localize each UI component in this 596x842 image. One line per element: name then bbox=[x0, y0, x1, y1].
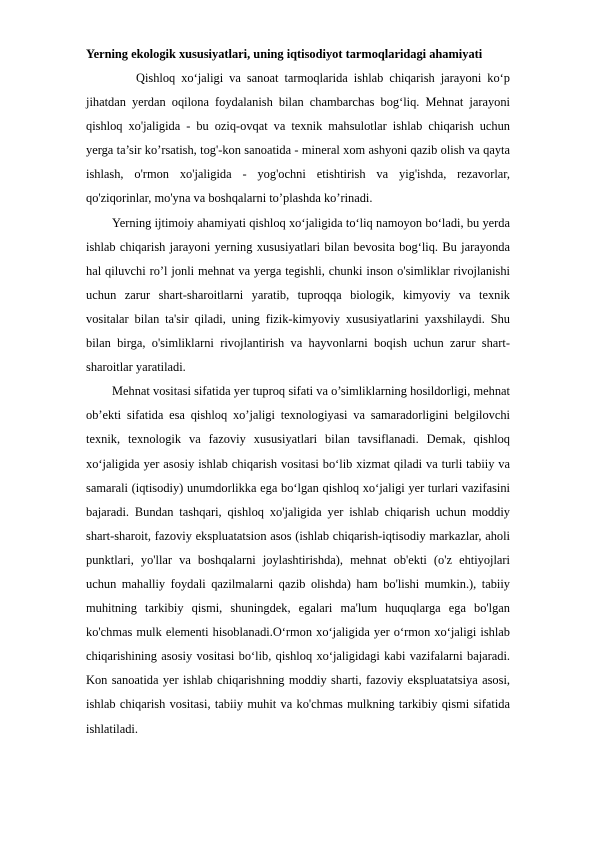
paragraph-land-use-production: Qishloq xo‘jaligi va sanoat tarmoqlarida ishlab chiqarish jarayoni ko‘p jihatdan yerdan oqilona foydalanish bilan chambarchas bog‘liq. Mehnat jarayoni qishloq xo'jaligida - bu oziq-ovqat va texnik mahsulotlar ishlab chiqarish uchun yerga ta’sir ko’rsatish, tog'-kon sanoatida - mineral xom ashyoni qazib olish va qayta ishlash, o'rmon xo'jaligida - yog'ochni etishtirish va yig'ishda, rezavorlar, qo'ziqorinlar, mo'yna va boshqalarni to’plashda ko’rinadi. bbox=[86, 71, 510, 206]
document-title: Yerning ekologik xususiyatlari, uning iqtisodiyot tarmoqlaridagi ahamiyati bbox=[86, 47, 483, 61]
document-page bbox=[86, 46, 510, 741]
paragraph-means-of-labor: Mehnat vositasi sifatida yer tuproq sifati va o’simliklarning hosildorligi, mehnat ob’ekti sifatida esa qishloq xo’jaligi texnologiyasi va samaradorligini belgilovchi texnik, texnologik va fazoviy xususiyatlari bilan tavsiflanadi. Demak, qishloq xo‘jaligida yer asosiy ishlab chiqarish vositasi bo‘lib xizmat qiladi va turli tabiiy va samarali (iqtisodiy) unumdorlikka ega bo‘lgan qishloq xo‘jaligi yer turlari vazifasini bajaradi. Bundan tashqari, qishloq xo'jaligida yer ishlab chiqarish uchun moddiy shart-sharoit, fazoviy ekspluatatsion asos (ishlab chiqarish-iqtisodiy markazlar, aholi punktlari, yo'llar va boshqalarni joylashtirishda), mehnat ob'ekti (o'z ehtiyojlari uchun mahalliy foydali qazilmalarni qazib olishda) ham bo'lishi mumkin.), tabiiy muhitning tarkibiy qismi, shuningdek, egalari ma'lum huquqlarga ega bo'lgan ko'chmas mulk elementi hisoblanadi.O‘rmon xo‘jaligida yer o‘rmon xo‘jaligi ishlab chiqarishining asosiy vositasi bo‘lib, qishloq xo‘jaligidagi kabi vazifalarni bajaradi. Kon sanoatida yer ishlab chiqarishning moddiy sharti, fazoviy ekspluatatsiya asosi, ishlab chiqarish vositasi, tabiiy muhit va ko'chmas mulkning tarkibiy qismi sifatida ishlatiladi. bbox=[86, 384, 510, 736]
paragraph-social-significance: Yerning ijtimoiy ahamiyati qishloq xo‘jaligida to‘liq namoyon bo‘ladi, bu yerda ishlab chiqarish jarayoni yerning xususiyatlari bilan bevosita bog‘liq. Bu jarayonda hal qiluvchi ro’l jonli mehnat va yerga tegishli, chunki inson o'simliklar rivojlanishi uchun zarur shart-sharoitlarni yaratib, tuproqqa biologik, kimyoviy va texnik vositalar bilan ta'sir qiladi, uning fizik-kimyoviy xususiyatlarini yaxshilaydi. Shu bilan birga, o'simliklarni rivojlantirish va hayvonlarni boqish uchun zarur shart-sharoitlar yaratiladi. bbox=[86, 215, 510, 375]
